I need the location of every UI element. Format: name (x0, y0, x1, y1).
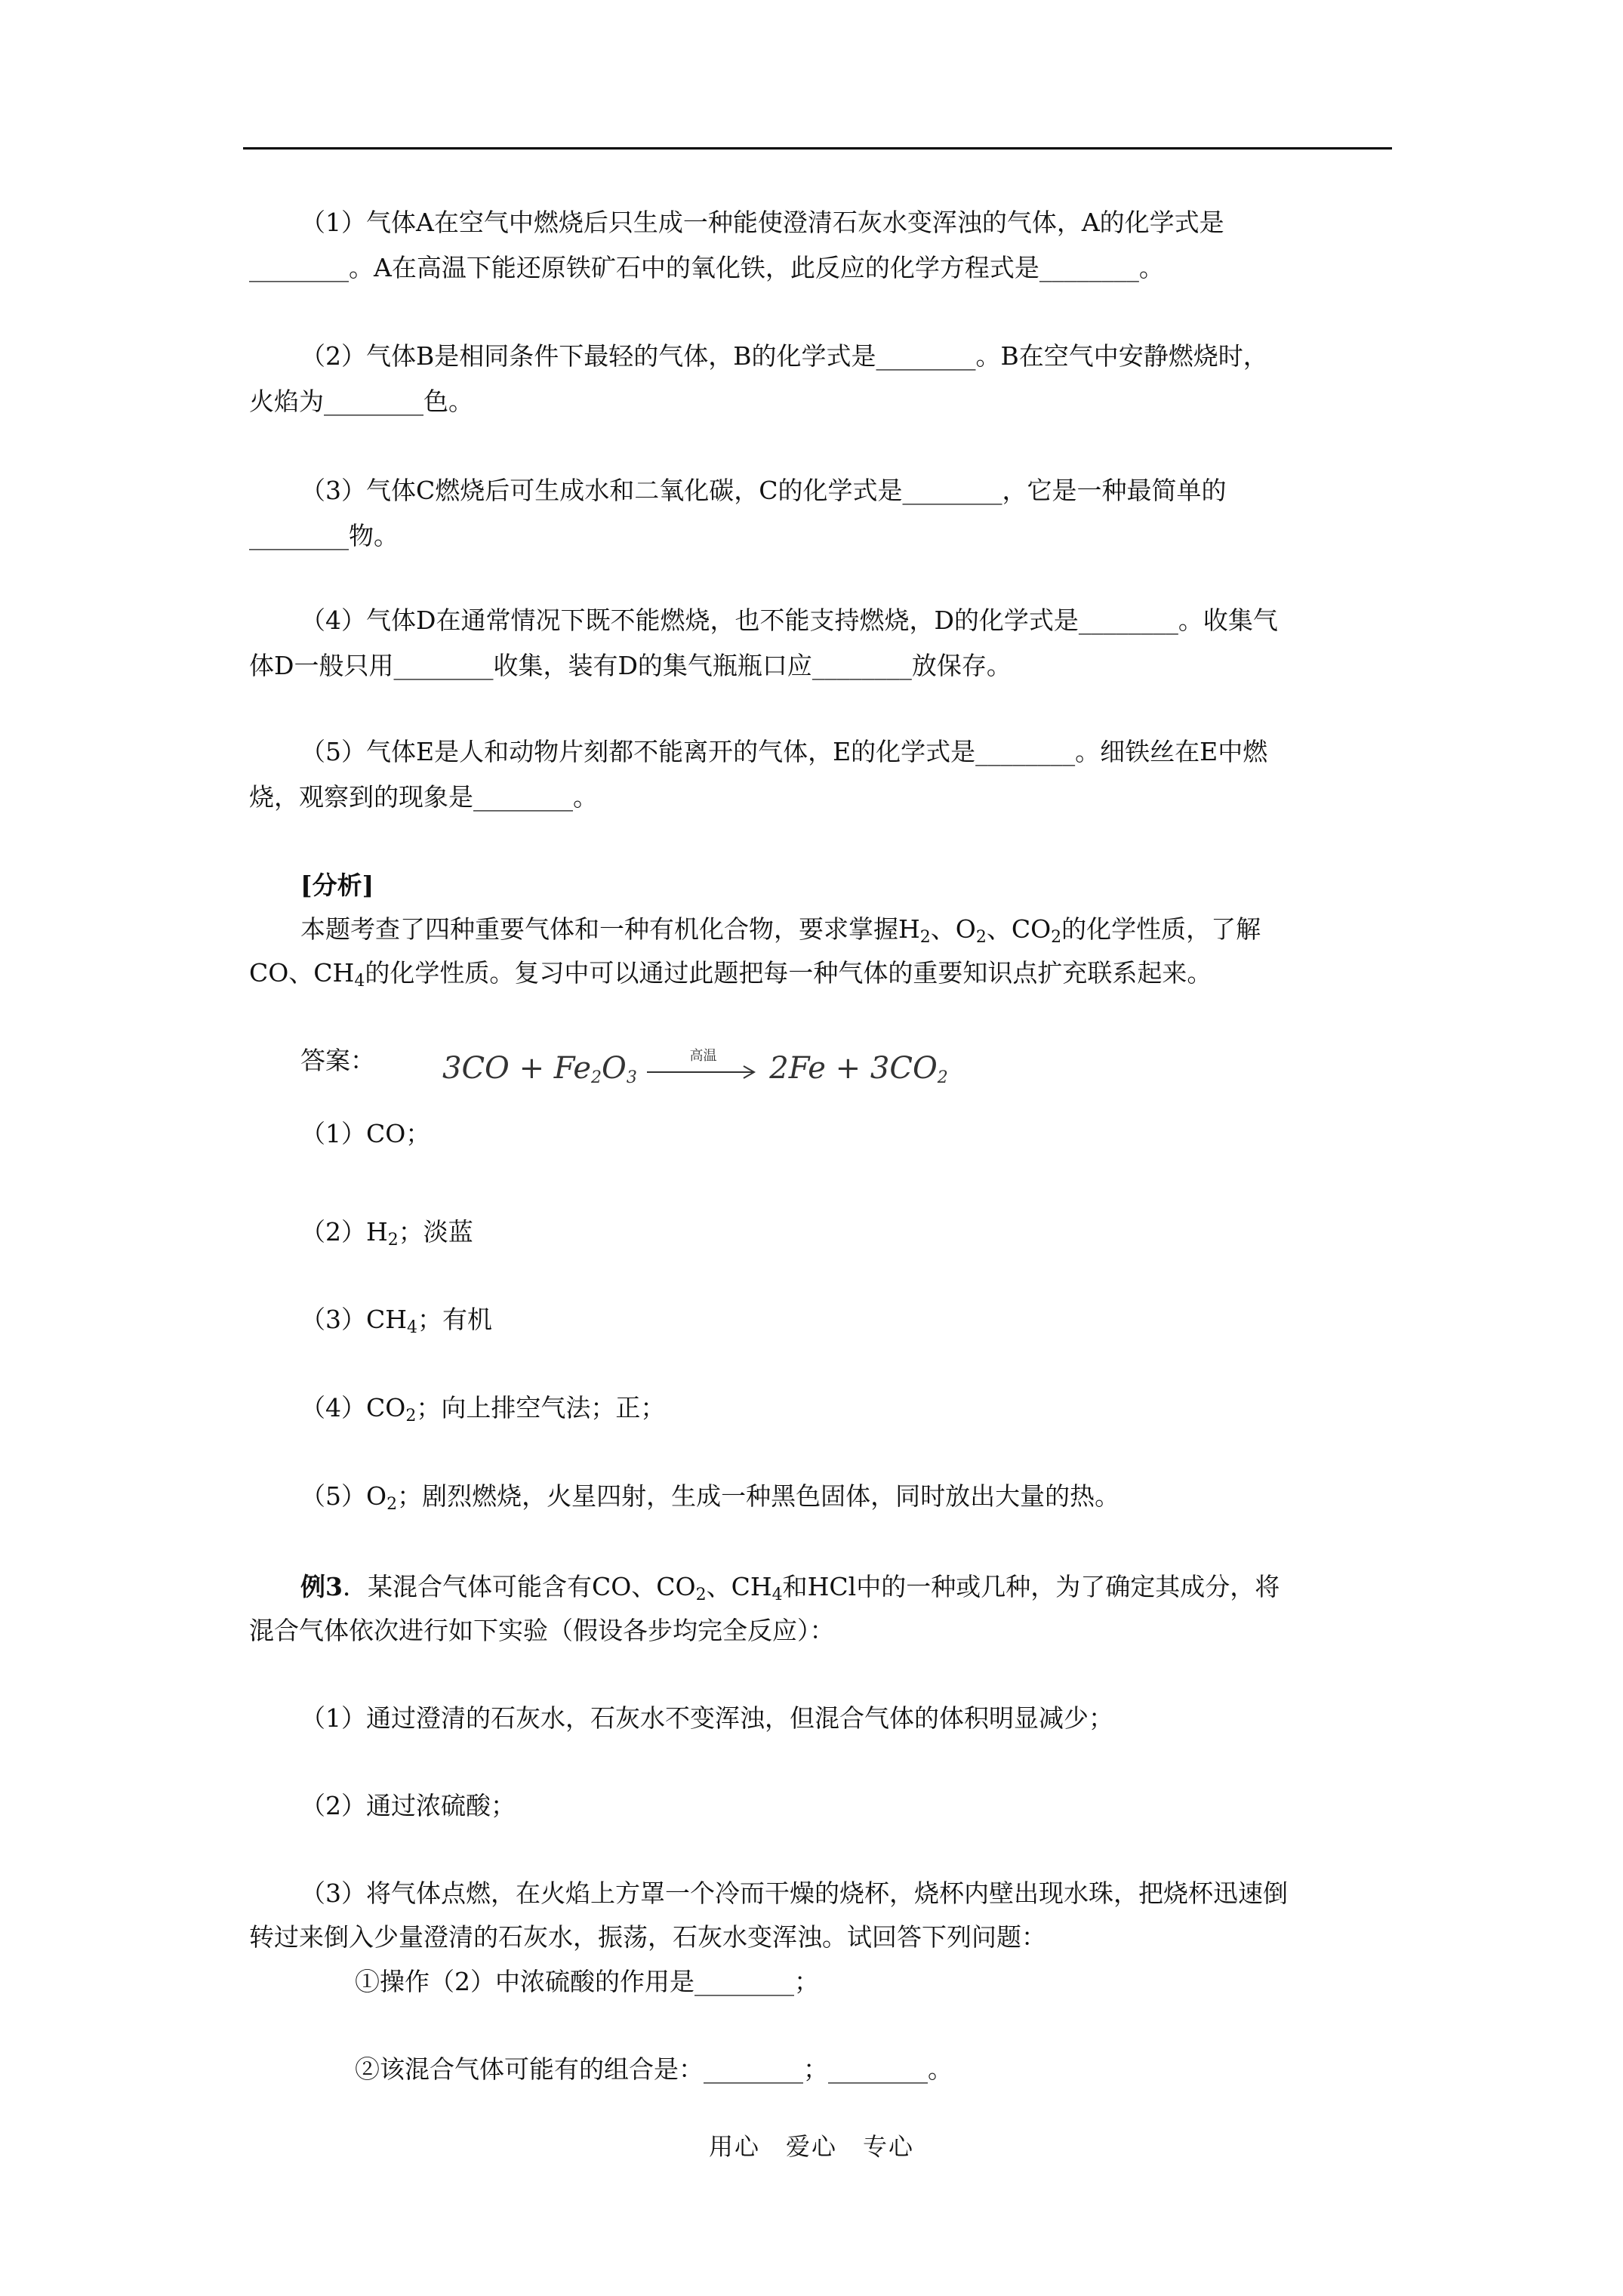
q1-line1: （1）气体A在空气中燃烧后只生成一种能使澄清石灰水变浑浊的气体，A的化学式是 (300, 208, 1224, 237)
q2-line1: （2）气体B是相同条件下最轻的气体，B的化学式是________。B在空气中安静燃烧时， (300, 341, 1268, 371)
q4-line1: （4）气体D在通常情况下既不能燃烧，也不能支持燃烧，D的化学式是________。收集气 (300, 606, 1278, 635)
answer-4: $(4)CO_2$；向上排空气法；正； (300, 1393, 666, 1425)
q2-line2: 火焰为________色。 (249, 387, 473, 416)
answer-3: $(3)CH_4$；有机 (300, 1305, 493, 1337)
reaction-condition: 高温 (689, 1048, 717, 1064)
answer-2: $(2)H_2$；淡蓝 (300, 1217, 473, 1250)
example3-step1: （1）通过澄清的石灰水，石灰水不变浑浊，但混合气体的体积明显减少； (300, 1703, 1113, 1733)
analysis-line1: 本题考查了四种重要气体和一种有机化合物，要求掌握$H_2$、$O_2$、$CO_2$的化学性质，了解 (300, 914, 1261, 947)
example3-line2: 混合气体依次进行如下实验（假设各步均完全反应）： (249, 1616, 835, 1645)
q1-line2: ________。A在高温下能还原铁矿石中的氧化铁，此反应的化学方程式是________。 (249, 253, 1164, 282)
page-footer: 用心 爱心 专心 (708, 2132, 914, 2161)
example3-step2: （2）通过浓硫酸； (300, 1791, 516, 1820)
example3-line1: 例3．某混合气体可能含有CO、$CO_2$、$CH_4$和HCl中的一种或几种，为了确定其成分，将 (300, 1572, 1280, 1604)
example3-label: 例3 (300, 1572, 343, 1601)
answers-heading: 答案： (300, 1046, 375, 1075)
example3-ask1: ①操作（2）中浓硫酸的作用是________； (355, 1967, 819, 1996)
example3-ask2: ②该混合气体可能有的组合是：________；________。 (355, 2054, 953, 2084)
answer-5: $(5)O_2$；剧烈燃烧，火星四射，生成一种黑色固体，同时放出大量的热。 (300, 1481, 1120, 1514)
analysis-line2: CO、$CH_4$的化学性质。复习中可以通过此题把每一种气体的重要知识点扩充联系起来。 (249, 958, 1212, 991)
q5-line1: （5）气体E是人和动物片刻都不能离开的气体，E的化学式是________。细铁丝在E中燃 (300, 737, 1268, 766)
q3-line1: （3）气体C燃烧后可生成水和二氧化碳，C的化学式是________，它是一种最简单的 (300, 476, 1227, 505)
q3-line2: ________物。 (249, 521, 399, 550)
header-rule (243, 147, 1392, 149)
q5-line2: 烧，观察到的现象是________。 (249, 782, 598, 812)
example3-step3-line1: （3）将气体点燃，在火焰上方罩一个冷而干燥的烧杯，烧杯内壁出现水珠，把烧杯迅速倒 (300, 1878, 1288, 1908)
chemical-equation: $3CO + Fe_2O_3$ 高温 $2Fe + 3CO_2$ (442, 1051, 948, 1086)
example3-step3-line2: 转过来倒入少量澄清的石灰水，振荡，石灰水变浑浊。试回答下列问题： (249, 1922, 1046, 1952)
q4-line2: 体D一般只用________收集，装有D的集气瓶瓶口应________放保存。 (249, 651, 1012, 680)
reaction-arrow (647, 1048, 760, 1086)
analysis-heading: [分析] (300, 871, 374, 900)
answer-1: （1）CO； (300, 1119, 431, 1148)
